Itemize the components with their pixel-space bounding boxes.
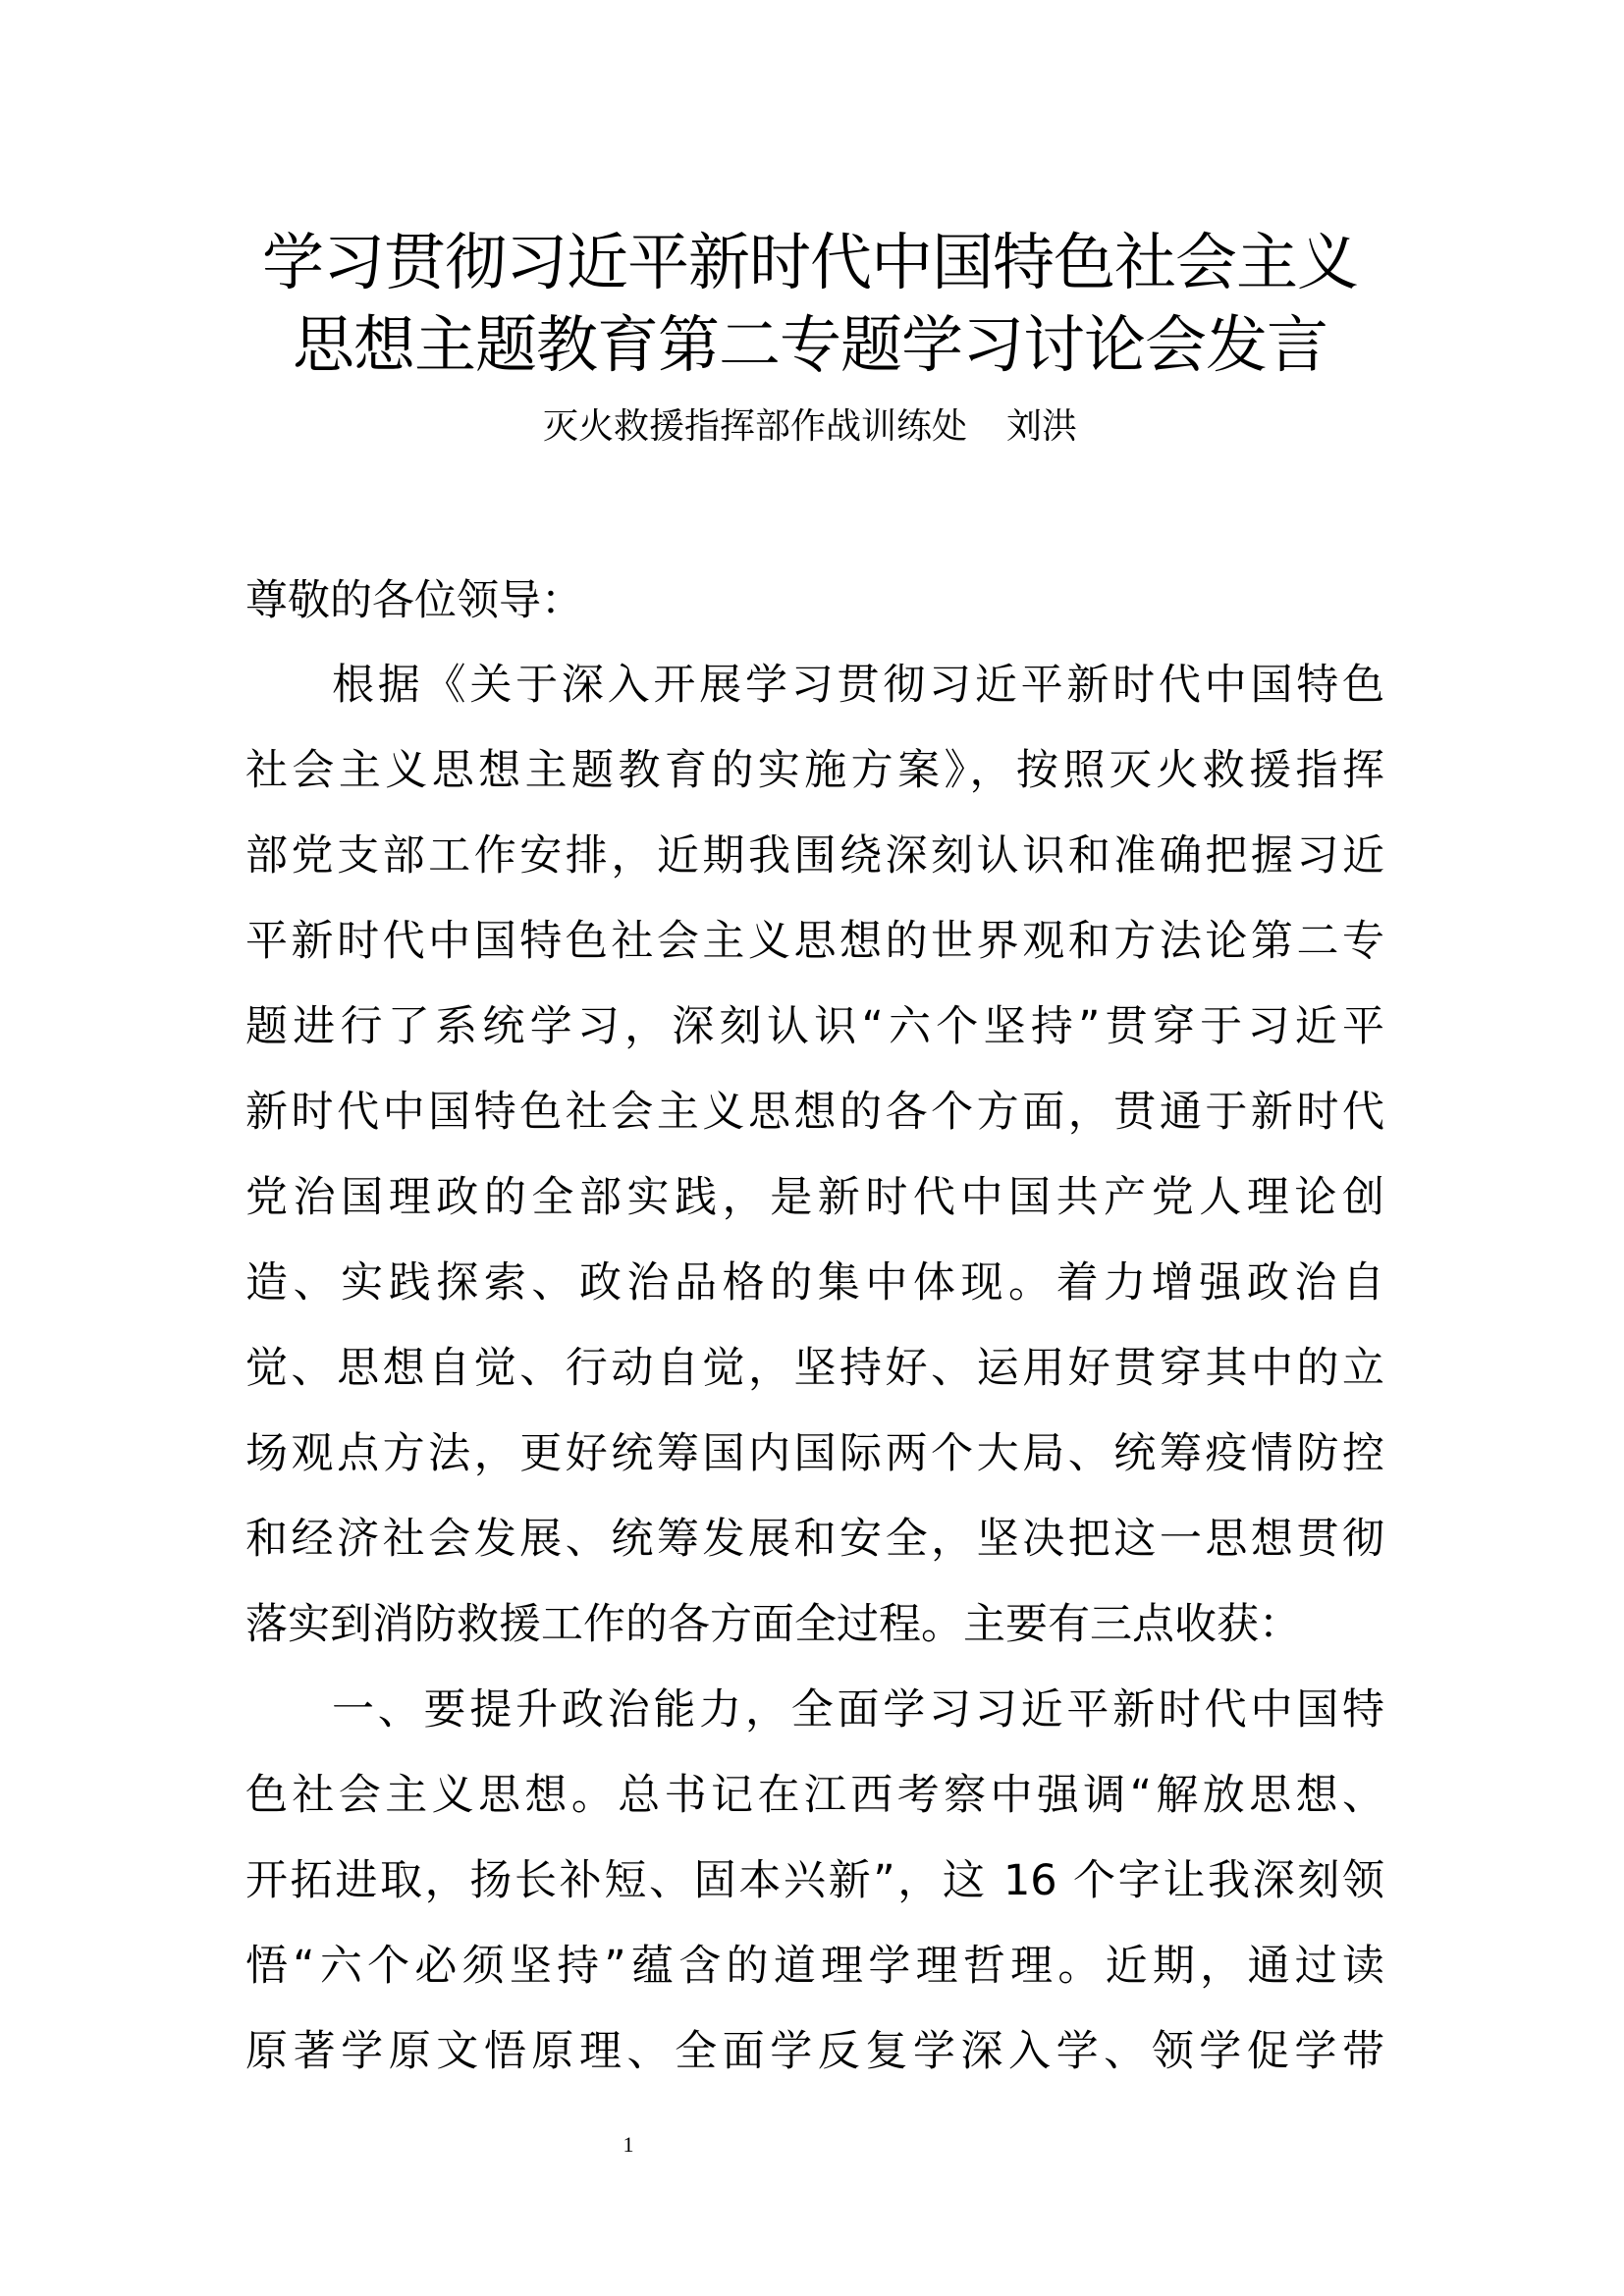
paragraph-line: 觉、思想自觉、行动自觉，坚持好、运用好贯穿其中的立 [245,1344,1384,1393]
author-line [245,402,1375,452]
paragraph-line: 和经济社会发展、统筹发展和安全，坚决把这一思想贯彻 [245,1515,1384,1564]
author-department: 灭火救援指挥部作战训练处 [542,406,967,447]
salutation: 尊敬的各位领导： [245,576,583,625]
paragraph-line: 悟“六个必须坚持”蕴含的道理学理哲理。近期，通过读 [245,1942,1384,1991]
paragraph-line: 根据《关于深入开展学习贯彻习近平新时代中国特色 [332,661,1384,710]
paragraph-line: 原著学原文悟原理、全面学反复学深入学、领学促学带 [245,2027,1384,2076]
paragraph-line: 场观点方法，更好统筹国内国际两个大局、统筹疫情防控 [245,1429,1384,1478]
paragraph-line: 造、实践探索、政治品格的集中体现。着力增强政治自 [245,1258,1384,1308]
paragraph-line: 党治国理政的全部实践，是新时代中国共产党人理论创 [245,1173,1384,1222]
section-heading-line: 一、要提升政治能力，全面学习习近平新时代中国特 [332,1685,1384,1735]
page-number: 1 [623,2132,634,2157]
paragraph-line: 题进行了系统学习，深刻认识“六个坚持”贯穿于习近平 [245,1002,1384,1051]
document-title-line-1: 学习贯彻习近平新时代中国特色社会主义 [262,227,1358,298]
paragraph-line: 平新时代中国特色社会主义思想的世界观和方法论第二专 [245,917,1384,966]
paragraph-line: 色社会主义思想。总书记在江西考察中强调“解放思想、 [245,1771,1384,1820]
paragraph-line: 社会主义思想主题教育的实施方案》，按照灭火救援指挥 [245,746,1384,795]
author-name: 刘洪 [1006,406,1078,447]
paragraph-line: 落实到消防救援工作的各方面全过程。主要有三点收获： [245,1600,1301,1649]
document-title-line-2: 思想主题教育第二专题学习讨论会发言 [293,309,1327,381]
paragraph-line: 部党支部工作安排，近期我围绕深刻认识和准确把握习近 [245,831,1384,881]
paragraph-line: 开拓进取，扬长补短、固本兴新”，这 16 个字让我深刻领 [245,1856,1384,1905]
paragraph-line: 新时代中国特色社会主义思想的各个方面，贯通于新时代 [245,1088,1384,1137]
